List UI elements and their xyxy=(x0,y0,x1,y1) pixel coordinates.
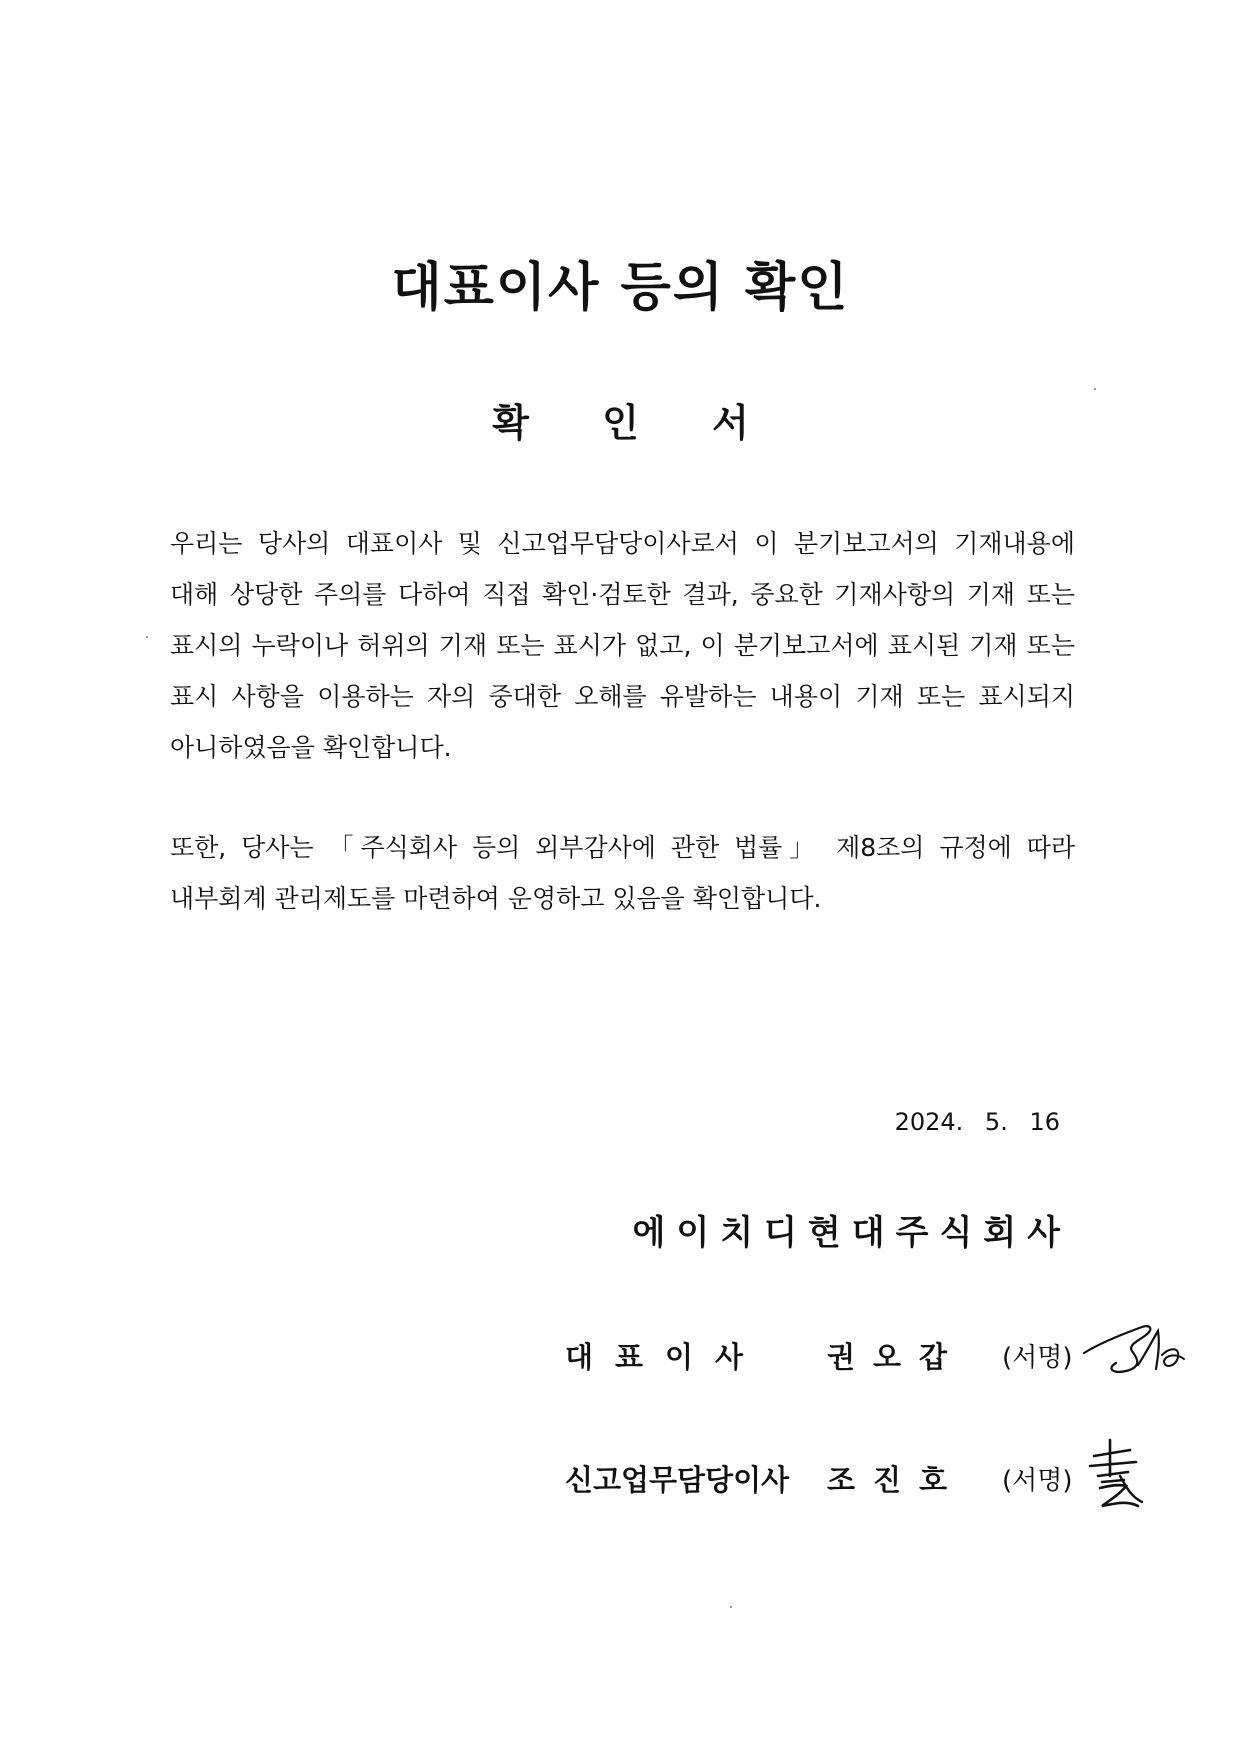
scan-speck xyxy=(1094,388,1096,390)
signatory-role: 신고업무담당이사 xyxy=(565,1463,790,1497)
signature-mark-label: (서명) xyxy=(1002,1343,1073,1373)
confirmation-paragraph: 우리는 당사의 대표이사 및 신고업무담당이사로서 이 분기보고서의 기재내용에 대해 상당한 주의를 다하여 직접 확인·검토한 결과, 중요한 기재사항의 기재 또는 표시의 누락이나 허위의 기재 또는 표시가 없고, 이 분기보고서에 표시된 기재 또는 표시 사항을 이용하는 자의 중대한 오해를 유발하는 내용이 기재 또는 표시되지 아니하였음을 확인합니다. xyxy=(170,529,1075,762)
scan-speck xyxy=(730,1606,732,1608)
scan-speck xyxy=(146,636,148,638)
handwritten-signature-icon xyxy=(1080,1313,1190,1383)
internal-control-paragraph: 또한, 당사는 「주식회사 등의 외부감사에 관한 법률」 제8조의 규정에 따라 내부회계 관리제도를 마련하여 운영하고 있음을 확인합니다. xyxy=(170,833,1075,913)
signature-mark-label: (서명) xyxy=(1002,1466,1073,1496)
signatory-role: 대표이사 xyxy=(565,1340,766,1374)
signatory-name: 조진호 xyxy=(827,1463,966,1497)
document-title: 대표이사 등의 확인 xyxy=(391,258,850,318)
document-subtitle: 확 인 서 xyxy=(492,401,779,445)
signatory-name: 권오갑 xyxy=(827,1340,966,1374)
document-date: 2024. 5. 16 xyxy=(894,1108,1060,1136)
handwritten-signature-icon xyxy=(1080,1436,1150,1516)
company-name: 에이치디현대주식회사 xyxy=(632,1213,1071,1253)
